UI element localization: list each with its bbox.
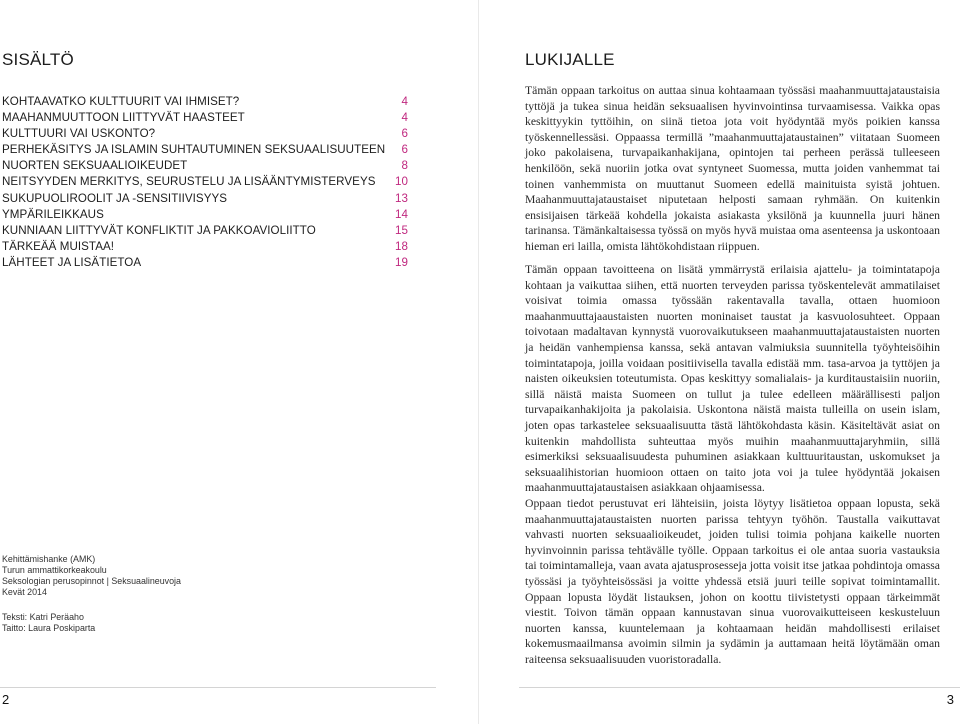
colophon-line: Kehittämishanke (AMK): [2, 554, 96, 564]
toc-title: SISÄLTÖ: [2, 50, 74, 69]
colophon-line: Kevät 2014: [2, 587, 47, 598]
toc-entry-label: KULTTUURI VAI USKONTO?: [2, 127, 156, 141]
page-number-left: 2: [2, 692, 10, 707]
intro-paragraph-2: Tämän oppaan tavoitteena on lisätä ymmärrystä erilaisia ajattelu- ja toimintatapoja kohtaan ja vaikuttaa siihen, että nuorten terveyden parissa työskentelevät ammatilaiset voisivat toimia omassa työssään rakentavalla tavalla, ottaen huomioon maahanmuuttajaaustaisten nuorten moninaiset taustat ja kasvuolosuhteet. Oppaan toivotaan madaltavan kynnystä vuorovaikutukseen maahanmuuttajataustaisten nuorten ja heidän vanhempiensa kanssa, sekä antavan valmiuksia suunnitella työyhteisöihin toimintatapoja, joilla voidaan positiivisella tavalla edistää mm. tasa-arvoa ja tyttöjen ja naisten oikeuksien toteutumista. Opas keskittyy somalialais- ja kurditaustaisiin nuoriin, sillä näistä maista Suomeen on tullut ja tulee edelleen määrällisesti paljon turvapaikanhakijoita ja pakolaisia. Uskontona näistä maista tulleilla on usein islam, joten opas tarkastelee seksuaalisuutta tästä lähtökohdasta käsin. Käsiteltävät asiat on kuitenkin mahdollista suhteuttaa myös muihin maahanmuuttajaryhmiin, sillä esimerkiksi seksuaalisuudesta puhuminen asiakkaan kulttuuritaustan, uskomukset ja seksuaalihistorian huomioon ottaen on taito jota voi ja tulee hyödyntää jokaisen maahanmuuttajataustaisen asiakkaan ohjaamisessa.: [525, 263, 940, 495]
toc-entry-label: SUKUPUOLIROOLIT JA -SENSITIIVISYYS: [2, 191, 228, 205]
colophon-credit: Teksti: Katri Peräaho: [2, 612, 84, 623]
toc-entry-page: 18: [395, 239, 408, 253]
toc-entry-page: 13: [395, 191, 408, 205]
intro-paragraph-1: Tämän oppaan tarkoitus on auttaa sinua kohtaamaan työssäsi maahanmuuttajataustaisia tyttöjä ja tukea sinua heidän seksuaalisen hyvinvointinsa turvaamisessa. Vaikka opas keskittyykin tyttöihin, on siinä tietoa jota voit hyödyntää myös poikien kanssa työskennellessäsi. Oppaassa termillä ”maahanmuuttajataustainen” viitataan Suomeen joko pakolaisena, turvapaikanhakijana, opintojen tai perheen perässä tulleeseen henkilöön, sekä nuoriin jotka ovat syntyneet Suomessa, mutta joiden vanhemmat tai toinen vanhemmista on muuttanut Suomeen edellä mainituista syistä johtuen. Maahanmuuttajataustaiset niputetaan helposti samaan ryhmään. On kuitenkin ensisijaisen tärkeää kohdella jokaista asiakasta yksilönä ja kuunnella juuri hänen tarinansa. Tämänkaltaisessa työssä on myös hyvä muistaa oma asenteensa ja uskontoaan hieman eri lailla, omista lähtökohdistaan riippuen.: [525, 84, 940, 253]
toc-entry-page: 14: [395, 207, 408, 221]
left-page: [0, 0, 478, 724]
toc-entry-label: KOHTAAVATKO KULTTUURIT VAI IHMISET?: [2, 95, 240, 108]
page-number-right: 3: [946, 692, 954, 707]
toc-entry[interactable]: [2, 110, 408, 126]
toc-entry[interactable]: [2, 94, 408, 110]
toc-entry-label: PERHEKÄSITYS JA ISLAMIN SUHTAUTUMINEN SEKSUAALISUUTEEN: [2, 143, 386, 157]
toc-entry-page: 10: [395, 175, 408, 189]
intro-paragraph-3: Oppaan tiedot perustuvat eri lähteisiin, joista löytyy lisätietoa oppaan lopusta, sekä maahanmuuttajataustaisten nuorten parissa tehtyyn työhön. Taustalla vaikuttavat vahvasti nuorten seksuaalioikeudet, joiden tulisi toimia pohjana kaikelle nuorten hyvinvoinnin parissa tehtävälle työlle. Oppaan tarkoitus ei ole antaa suoria vastauksia tai toimintamalleja, vaan avata ajatusprosesseja jotta voisit itse jatkaa pohdintoja omassa työssäsi ja työyhteisössäsi ja voitte yhdessä etsiä juuri teille sopivat toimintamallit. Oppaan lopusta löydät listauksen, johon on koottu tiivistetysti oppaan tärkeimmät viestit. Toivon tämän oppaan kannustavan sinua vuorovaikutteiseen keskusteluun nuorten kanssa, kuuntelemaan ja kohtaamaan heidän mahdollisesti erilaiset kokemusmaailmansa avoimin silmin ja sydämin ja auttamaan heitä löytämään oman raiteensa seksuaalisuuden vuoristoradalla.: [525, 497, 940, 666]
toc-entry-page: 15: [395, 223, 408, 237]
toc-entry[interactable]: [2, 158, 408, 174]
toc-entry-label: TÄRKEÄÄ MUISTAA!: [2, 239, 115, 253]
toc-entry-label: LÄHTEET JA LISÄTIETOA: [2, 255, 142, 269]
toc-entry-page: 4: [401, 111, 408, 125]
toc-entry[interactable]: [2, 142, 408, 158]
toc-entry-page: 6: [401, 143, 408, 157]
toc-entry[interactable]: [2, 174, 408, 190]
toc-entry-page: 8: [401, 159, 408, 173]
toc-entry[interactable]: [2, 191, 408, 207]
toc-entry[interactable]: [2, 255, 408, 271]
right-page: [479, 0, 960, 724]
colophon-credits: [2, 612, 302, 634]
intro-title: LUKIJALLE: [525, 50, 615, 69]
toc-entry[interactable]: [2, 126, 408, 142]
table-of-contents: [2, 94, 408, 271]
toc-entry-label: NUORTEN SEKSUAALIOIKEUDET: [2, 159, 188, 173]
footer-rule-left: [0, 687, 436, 688]
toc-entry-page: 19: [395, 255, 408, 269]
toc-entry-page: 4: [401, 95, 408, 108]
colophon: [2, 554, 302, 635]
footer-rule-right: [519, 687, 960, 688]
toc-entry-label: YMPÄRILEIKKAUS: [2, 207, 104, 221]
colophon-credit: Taitto: Laura Poskiparta: [2, 623, 96, 634]
toc-entry[interactable]: [2, 207, 408, 223]
toc-entry-label: MAAHANMUUTTOON LIITTYVÄT HAASTEET: [2, 111, 245, 125]
colophon-info: [2, 554, 302, 598]
colophon-line: Turun ammattikorkeakoulu: [2, 565, 107, 576]
toc-entry-label: KUNNIAAN LIITTYVÄT KONFLIKTIT JA PAKKOAVIOLIITTO: [2, 223, 316, 237]
toc-entry[interactable]: [2, 223, 408, 239]
toc-entry[interactable]: [2, 239, 408, 255]
toc-entry-page: 6: [401, 127, 408, 141]
colophon-line: Seksologian perusopinnot | Seksuaalineuvoja: [2, 576, 181, 587]
toc-entry-label: NEITSYYDEN MERKITYS, SEURUSTELU JA LISÄÄNTYMISTERVEYS: [2, 175, 376, 189]
